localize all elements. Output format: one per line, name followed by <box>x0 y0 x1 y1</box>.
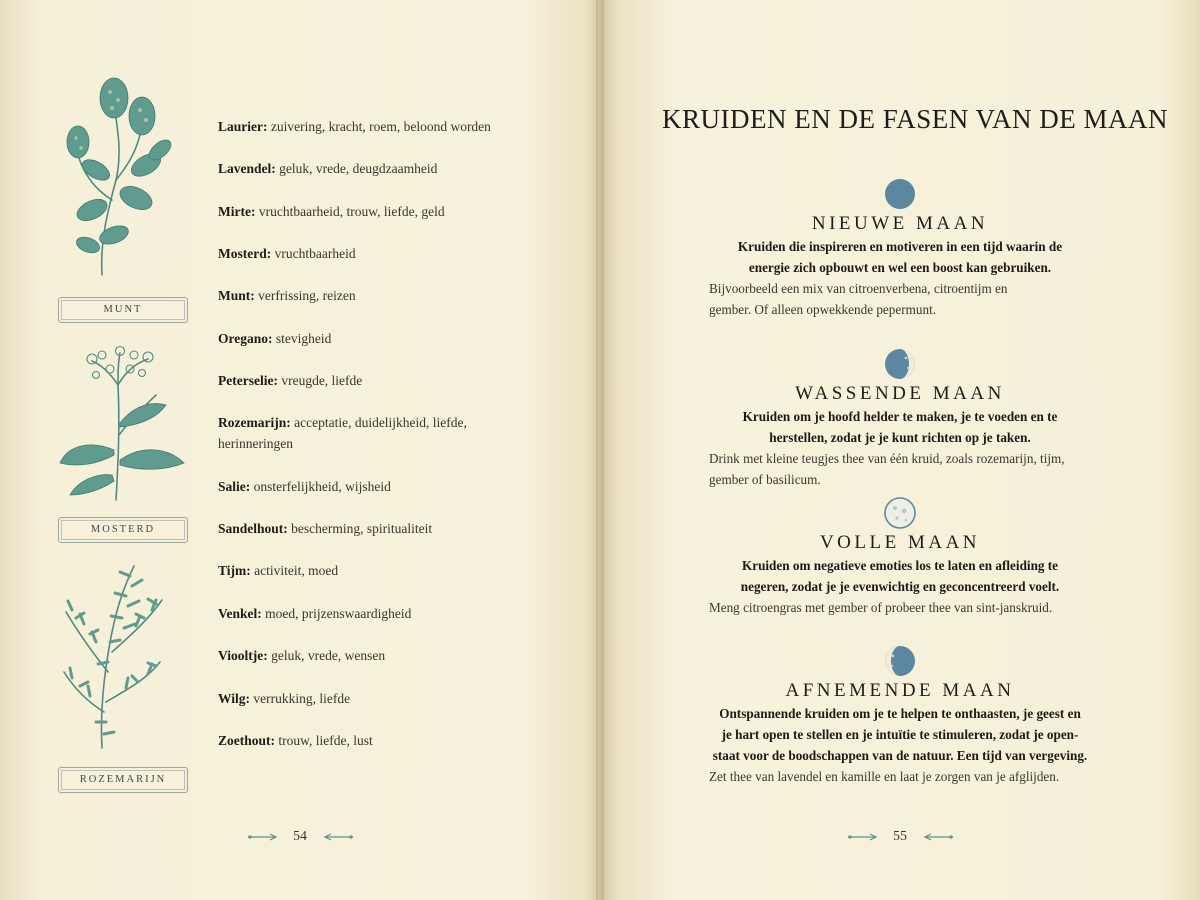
new-moon-icon <box>884 178 916 210</box>
folio-ornament-icon <box>921 833 955 841</box>
list-item: Laurier: zuivering, kracht, roem, beloond worden <box>218 119 491 134</box>
folio-ornament-icon <box>321 833 355 841</box>
list-item: Viooltje: geluk, vrede, wensen <box>218 648 386 663</box>
list-item: Munt: verfrissing, reizen <box>218 288 356 303</box>
plate-label-munt: MUNT <box>58 297 188 323</box>
phase-heading: WASSENDE MAAN <box>795 383 1005 404</box>
phase-new-moon <box>700 178 1100 320</box>
waning-moon-icon <box>884 645 916 677</box>
list-item: Mosterd: vruchtbaarheid <box>218 246 356 261</box>
page-number-right: 55 <box>830 829 970 851</box>
list-item: Peterselie: vreugde, liefde <box>218 373 363 388</box>
waxing-moon-icon <box>884 348 916 380</box>
phase-example: Drink met kleine teugjes thee van één kruid, zoals rozemarijn, tijm, gember of basilicum. <box>709 451 1065 487</box>
phase-summary: Kruiden die inspireren en motiveren in een tijd waarin de energie zich opbouwt en wel een boost kan gebruiken. <box>737 239 1063 275</box>
phase-heading: VOLLE MAAN <box>819 532 981 553</box>
list-item: Wilg: verrukking, liefde <box>218 691 351 706</box>
phase-summary: Ontspannende kruiden om je te helpen te onthaasten, je geest en je hart open te stellen en je intuïtie te stimuleren, zodat je open- staat voor de boodschappen van de natuur. Een tijd van vergeving. <box>712 706 1088 763</box>
list-item: Sandelhout: bescherming, spiritualiteit <box>218 521 433 536</box>
list-item: Oregano: stevigheid <box>218 331 332 346</box>
phase-waning-moon <box>700 645 1100 787</box>
list-item: Venkel: moed, prijzenswaardigheid <box>218 606 412 621</box>
phase-summary: Kruiden om negatieve emoties los te laten en afleiding te negeren, zodat je je evenwichtig en geconcentreerd voelt. <box>740 558 1060 594</box>
book-gutter <box>596 0 604 900</box>
phase-full-moon <box>700 497 1100 618</box>
phase-waxing-moon <box>700 348 1100 490</box>
page-number-left: 54 <box>230 829 370 851</box>
rosemary-plant-illustration <box>56 562 188 752</box>
phase-heading: AFNEMENDE MAAN <box>785 680 1015 701</box>
full-moon-icon <box>884 497 916 529</box>
phase-example: Meng citroengras met gember of probeer thee van sint-janskruid. <box>709 600 1053 615</box>
phase-example: Zet thee van lavendel en kamille en laat je zorgen van je afglijden. <box>709 769 1060 784</box>
phase-heading: NIEUWE MAAN <box>811 213 989 234</box>
plate-label-mosterd: MOSTERD <box>58 517 188 543</box>
list-item: Lavendel: geluk, vrede, deugdzaamheid <box>218 161 438 176</box>
list-item: Mirte: vruchtbaarheid, trouw, liefde, geld <box>218 204 445 219</box>
list-item: Tijm: activiteit, moed <box>218 563 339 578</box>
phase-example: Bijvoorbeeld een mix van citroenverbena, citroentijm en gember. Of alleen opwekkende pepermunt. <box>709 281 1008 317</box>
mint-plant-illustration <box>56 70 188 280</box>
list-item: Salie: onsterfelijkheid, wijsheid <box>218 479 391 494</box>
folio-ornament-icon <box>246 833 280 841</box>
folio-ornament-icon <box>846 833 880 841</box>
list-item: Rozemarijn: acceptatie, duidelijkheid, liefde, herinneringen <box>218 415 467 451</box>
page-title: KRUIDEN EN DE FASEN VAN DE MAAN <box>662 104 1169 134</box>
phase-summary: Kruiden om je hoofd helder te maken, je te voeden en te herstellen, zodat je je kunt richten op je taken. <box>742 409 1058 445</box>
list-item: Zoethout: trouw, liefde, lust <box>218 733 373 748</box>
mustard-plant-illustration <box>56 345 188 505</box>
plate-label-rozemarijn: ROZEMARIJN <box>58 767 188 793</box>
